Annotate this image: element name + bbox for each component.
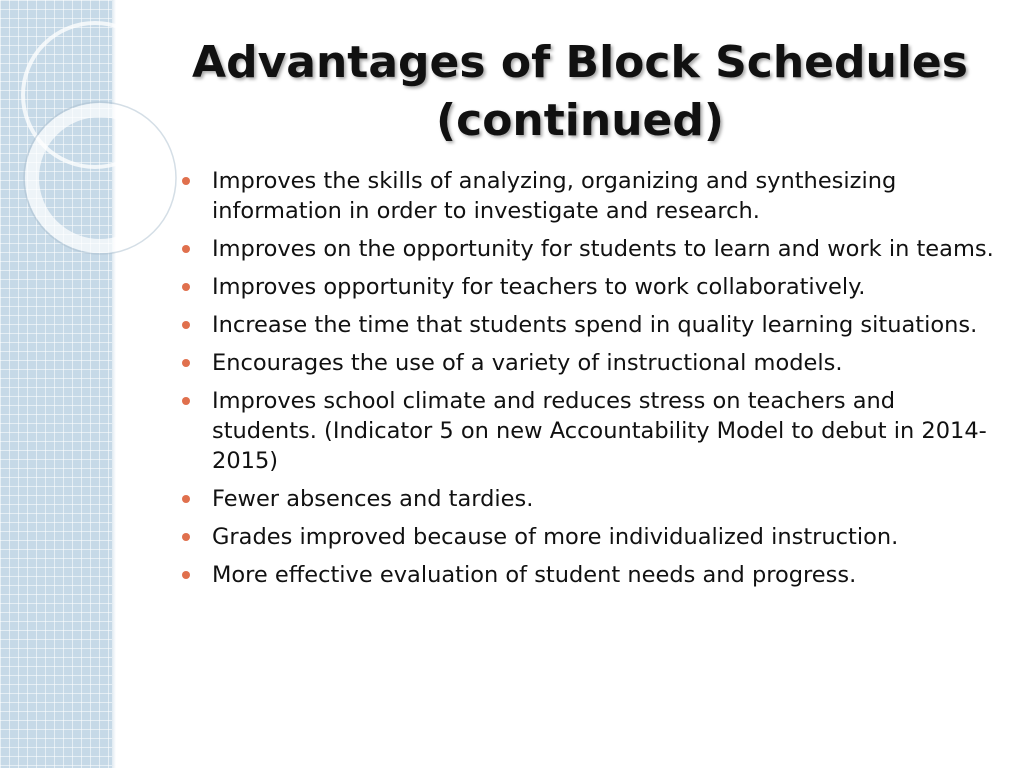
bullet-dot-icon [182,177,190,185]
slide-title: Advantages of Block Schedules (continued) [192,37,968,146]
bullet-dot-icon [182,495,190,503]
bullet-list [182,166,1002,598]
bullet-item [182,166,1002,226]
bullet-text: Improves the skills of analyzing, organizing and synthesizing information in order to investigate and research. [212,168,897,224]
bullet-item [182,234,1002,264]
decorative-grid-band [0,0,112,768]
bullet-text: Grades improved because of more individualized instruction. [212,524,899,550]
bullet-text: Fewer absences and tardies. [212,486,534,512]
bullet-item [182,522,1002,552]
bullet-item [182,348,1002,378]
bullet-item [182,484,1002,514]
bullet-text: Improves school climate and reduces stress on teachers and students. (Indicator 5 on new Accountability Model to debut in 2014-2015) [212,388,987,474]
bullet-dot-icon [182,321,190,329]
bullet-dot-icon [182,359,190,367]
bullet-text: Improves opportunity for teachers to work collaboratively. [212,274,866,300]
bullet-item [182,560,1002,590]
bullet-dot-icon [182,283,190,291]
band-edge-divider [112,0,116,768]
bullet-text: Increase the time that students spend in quality learning situations. [212,312,978,338]
bullet-dot-icon [182,245,190,253]
bullet-dot-icon [182,533,190,541]
bullet-text: Encourages the use of a variety of instructional models. [212,350,843,376]
bullet-item [182,386,1002,476]
bullet-item [182,310,1002,340]
bullet-text: More effective evaluation of student needs and progress. [212,562,857,588]
bullet-dot-icon [182,397,190,405]
bullet-dot-icon [182,571,190,579]
bullet-text: Improves on the opportunity for students to learn and work in teams. [212,236,994,262]
bullet-item [182,272,1002,302]
